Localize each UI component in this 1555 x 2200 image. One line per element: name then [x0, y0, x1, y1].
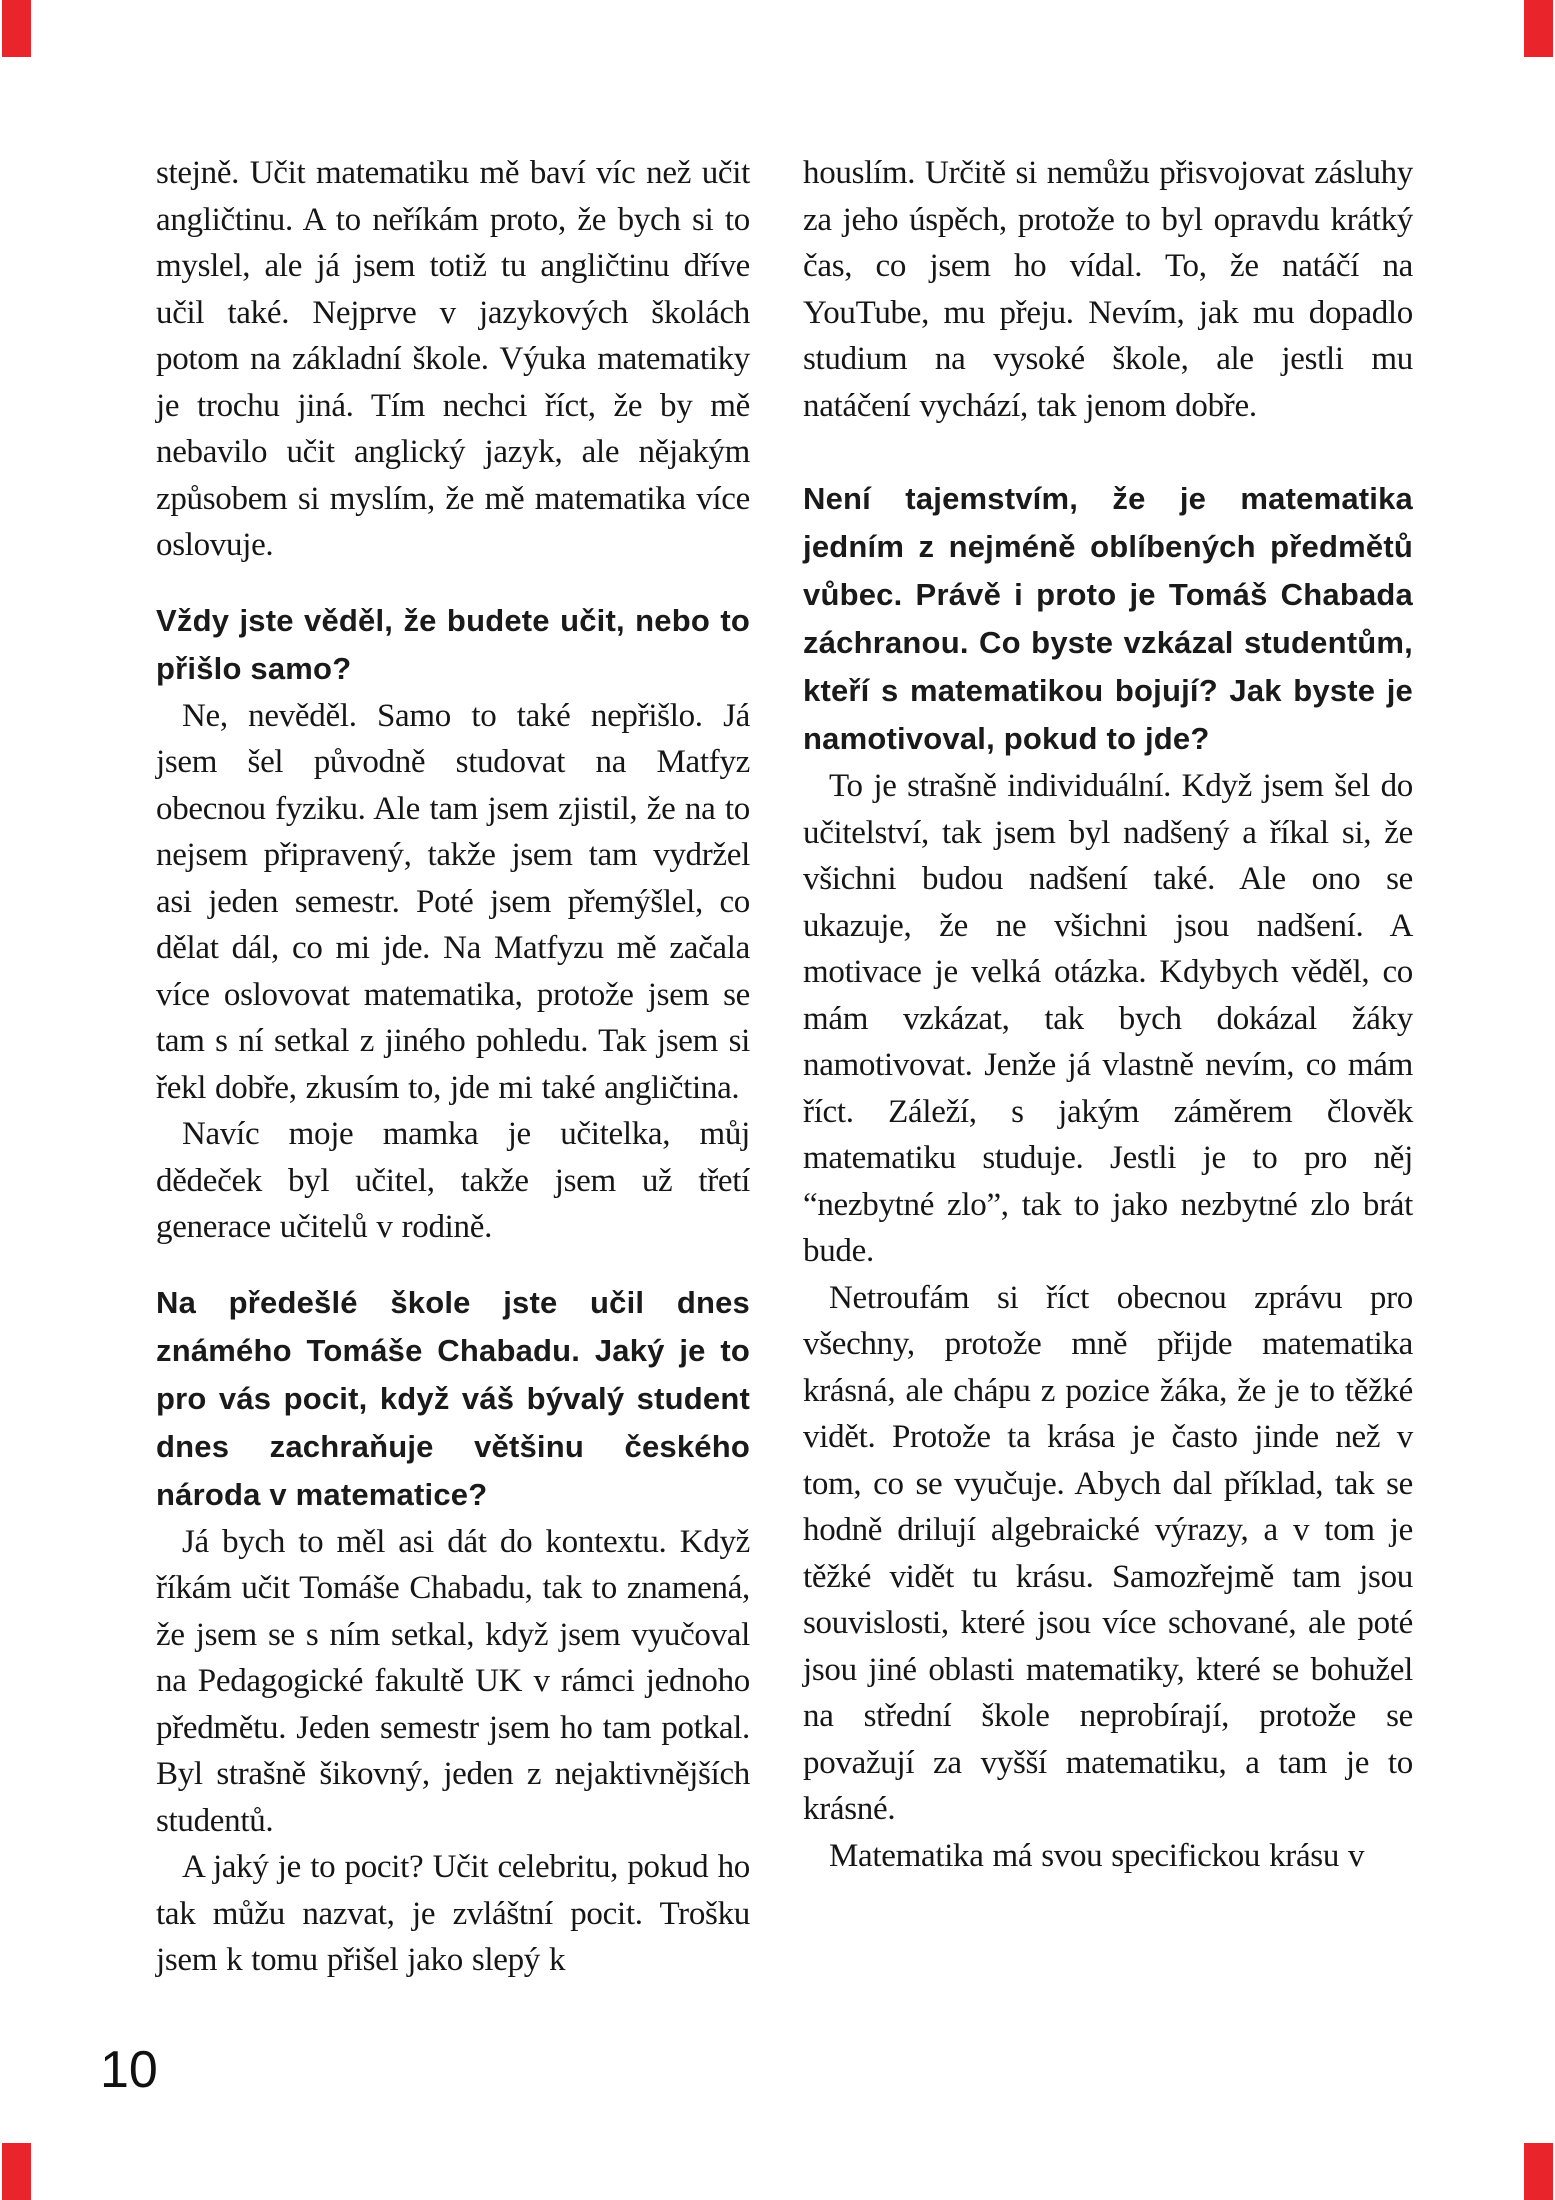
interview-question-heading: Na předešlé škole jste učil dnes známého Tomáše Chabadu. Jaký je to pro vás pocit, když váš bývalý student dnes zachraňuje většinu českého národa v matematice? — [156, 1284, 750, 1512]
right-column — [803, 150, 1413, 1879]
body-paragraph: Já bych to měl asi dát do kontextu. Když říkám učit Tomáše Chabadu, tak to znamená, že jsem se s ním setkal, když jsem vyučoval na Pedagogické fakultě UK v rámci jednoho předmětu. Jeden semestr jsem ho tam potkal. Byl strašně šikovný, jeden z nejaktivnějších studentů. — [156, 1523, 750, 1839]
body-paragraph: Matematika má svou specifickou krásu v — [829, 1837, 1365, 1874]
crop-mark-bottom-right — [1524, 2143, 1553, 2200]
crop-mark-bottom-left — [2, 2143, 31, 2200]
body-paragraph: stejně. Učit matematiku mě baví víc než učit angličtinu. A to neříkám proto, že bych si to myslel, ale já jsem totiž tu angličtinu dříve učil také. Nejprve v jazykových školách potom na základní škole. Výuka matematiky je trochu jiná. Tím nechci říct, že by mě nebavilo učit anglický jazyk, ale nějakým způsobem si myslím, že mě matematika více oslovuje. — [156, 155, 750, 563]
page-number: 10 — [100, 2041, 158, 2099]
interview-question-heading: Není tajemstvím, že je matematika jedním z nejméně oblíbených předmětů vůbec. Právě i proto je Tomáš Chabada záchranou. Co byste vzkázal studentům, kteří s matematikou bojují? Jak byste je namotivoval, pokud to jde? — [803, 481, 1413, 756]
crop-mark-top-left — [2, 0, 31, 57]
body-paragraph: Navíc moje mamka je učitelka, můj dědeček byl učitel, takže jsem už třetí generace učitelů v rodině. — [156, 1116, 750, 1245]
interview-question-heading: Vždy jste věděl, že budete učit, nebo to přišlo samo? — [156, 602, 750, 686]
body-paragraph: Netroufám si říct obecnou zprávu pro všechny, protože mně přijde matematika krásná, ale chápu z pozice žáka, že je to těžké vidět. Protože ta krása je často jinde než v tom, co se vyučuje. Abych dal příklad, tak se hodně drilují algebraické výrazy, a v tom je těžké vidět tu krásu. Samozřejmě tam jsou souvislosti, které jsou více schované, ale poté jsou jiné oblasti matematiky, které se bohužel na střední škole neprobírají, protože se považují za vyšší matematiku, a tam je to krásné. — [803, 1279, 1413, 1827]
body-paragraph: houslím. Určitě si nemůžu přisvojovat zásluhy za jeho úspěch, protože to byl opravdu krátký čas, co jsem ho vídal. To, že natáčí na YouTube, mu přeju. Nevím, jak mu dopadlo studium na vysoké škole, ale jestli mu natáčení vychází, tak jenom dobře. — [803, 155, 1413, 424]
left-column — [156, 150, 750, 1984]
body-paragraph: A jaký je to pocit? Učit celebritu, pokud ho tak můžu nazvat, je zvláštní pocit. Trošku jsem k tomu přišel jako slepý k — [156, 1849, 750, 1978]
body-paragraph: To je strašně individuální. Když jsem šel do učitelství, tak jsem byl nadšený a říkal si, že všichni budou nadšení také. Ale ono se ukazuje, že ne všichni jsou nadšení. A motivace je velká otázka. Kdybych věděl, co mám vzkázat, tak bych dokázal žáky namotivovat. Jenže já vlastně nevím, co mám říct. Záleží, s jakým záměrem člověk matematiku studuje. Jestli je to pro něj “nezbytné zlo”, tak to jako nezbytné zlo brát bude. — [803, 768, 1413, 1269]
body-paragraph: Ne, nevěděl. Samo to také nepřišlo. Já jsem šel původně studovat na Matfyz obecnou fyziku. Ale tam jsem zjistil, že na to nejsem připravený, takže jsem tam vydržel asi jeden semestr. Poté jsem přemýšlel, co dělat dál, co mi jde. Na Matfyzu mě začala více oslovovat matematika, protože jsem se tam s ní setkal z jiného pohledu. Tak jsem si řekl dobře, zkusím to, jde mi také angličtina. — [156, 697, 750, 1106]
crop-mark-top-right — [1524, 0, 1553, 57]
